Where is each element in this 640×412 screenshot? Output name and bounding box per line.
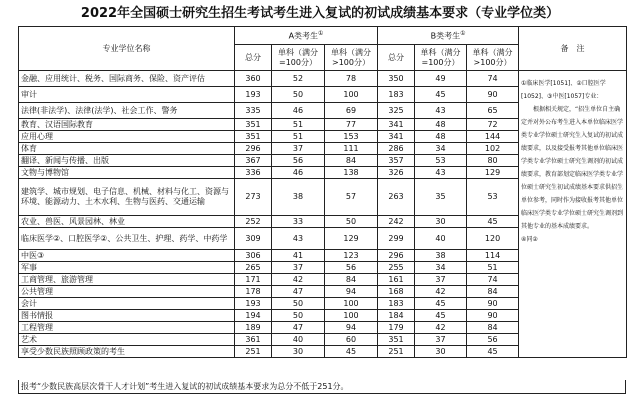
a-total-score: 171 bbox=[235, 274, 272, 286]
a-single-gt100-score: 45 bbox=[325, 346, 378, 358]
a-single-100-score: 51 bbox=[272, 131, 325, 143]
b-single-100-score: 40 bbox=[415, 228, 467, 250]
subject-name: 工商管理、旅游管理 bbox=[19, 274, 235, 286]
a-single-100-score: 50 bbox=[272, 310, 325, 322]
subject-name: 翻译、新闻与传播、出版 bbox=[19, 155, 235, 167]
a-single-gt100-score: 78 bbox=[325, 71, 378, 87]
a-single-100-score: 41 bbox=[272, 250, 325, 262]
table-row bbox=[19, 71, 627, 87]
b-single-100-score: 48 bbox=[415, 131, 467, 143]
a-single-100-score: 47 bbox=[272, 322, 325, 334]
b-total-score: 286 bbox=[378, 143, 415, 155]
b-single-gt100-score: 90 bbox=[467, 310, 519, 322]
a-single-100-score: 37 bbox=[272, 262, 325, 274]
a-total-score: 265 bbox=[235, 262, 272, 274]
subject-header: 专业学位名称 bbox=[19, 27, 235, 71]
b-total-score: 251 bbox=[378, 346, 415, 358]
b-single-gt100-score: 80 bbox=[467, 155, 519, 167]
b-single-gt100-score: 65 bbox=[467, 103, 519, 119]
a-total-score: 309 bbox=[235, 228, 272, 250]
subject-name: 会计 bbox=[19, 298, 235, 310]
a-single-100-score: 30 bbox=[272, 346, 325, 358]
a-single-gt100-score: 100 bbox=[325, 87, 378, 103]
subject-name: 艺术 bbox=[19, 334, 235, 346]
b-single-100-score: 37 bbox=[415, 334, 467, 346]
a-single-100-score: 52 bbox=[272, 71, 325, 87]
b-total-score: 296 bbox=[378, 250, 415, 262]
a-single-gt100-score: 129 bbox=[325, 228, 378, 250]
subject-name: 享受少数民族照顾政策的考生 bbox=[19, 346, 235, 358]
a-single-gt100-score: 57 bbox=[325, 179, 378, 216]
a-single-gt100-score: 153 bbox=[325, 131, 378, 143]
a-single-gt100-score: 94 bbox=[325, 286, 378, 298]
group-a-header: A类考生① bbox=[235, 27, 378, 45]
a-total-score: 193 bbox=[235, 87, 272, 103]
a-total-score: 306 bbox=[235, 250, 272, 262]
a-single-100-score: 50 bbox=[272, 298, 325, 310]
b-total-score: 341 bbox=[378, 119, 415, 131]
a-single-gt100-score: 77 bbox=[325, 119, 378, 131]
remarks-cell bbox=[519, 71, 627, 358]
a-total-score: 361 bbox=[235, 334, 272, 346]
a-single-100-score: 42 bbox=[272, 274, 325, 286]
a-single-100-score: 50 bbox=[272, 87, 325, 103]
a-total-score: 251 bbox=[235, 346, 272, 358]
subject-name: 军事 bbox=[19, 262, 235, 274]
a-single-100-score: 47 bbox=[272, 286, 325, 298]
b-single-100-score: 45 bbox=[415, 87, 467, 103]
a-single-gt100-header: 单科（满分>100分） bbox=[325, 45, 378, 71]
b-single-gt100-score: 72 bbox=[467, 119, 519, 131]
a-single-gt100-score: 123 bbox=[325, 250, 378, 262]
a-single-100-score: 46 bbox=[272, 103, 325, 119]
b-total-score: 183 bbox=[378, 87, 415, 103]
a-single-gt100-score: 69 bbox=[325, 103, 378, 119]
b-single-100-header: 单科（满分=100分） bbox=[415, 45, 467, 71]
subject-name: 法律(非法学)、法律(法学)、社会工作、警务 bbox=[19, 103, 235, 119]
b-total-score: 168 bbox=[378, 286, 415, 298]
subject-name: 建筑学、城市规划、电子信息、机械、材料与化工、资源与环境、能源动力、土木水利、生物与医药、交通运输 bbox=[19, 179, 235, 216]
b-single-100-score: 49 bbox=[415, 71, 467, 87]
a-single-gt100-score: 84 bbox=[325, 155, 378, 167]
a-single-gt100-score: 100 bbox=[325, 298, 378, 310]
a-total-score: 178 bbox=[235, 286, 272, 298]
b-single-gt100-score: 144 bbox=[467, 131, 519, 143]
a-single-100-score: 56 bbox=[272, 155, 325, 167]
a-single-100-score: 40 bbox=[272, 334, 325, 346]
group-b-header: B类考生① bbox=[378, 27, 519, 45]
b-total-score: 184 bbox=[378, 310, 415, 322]
b-single-100-score: 45 bbox=[415, 310, 467, 322]
a-single-gt100-score: 50 bbox=[325, 216, 378, 228]
a-single-gt100-score: 84 bbox=[325, 274, 378, 286]
a-total-score: 351 bbox=[235, 119, 272, 131]
b-single-gt100-score: 45 bbox=[467, 346, 519, 358]
subject-name: 公共管理 bbox=[19, 286, 235, 298]
remark-note: 根据相关规定，“招生单位自主确定并对外公布考生进入本单位临床医学类专业学位硕士研究生入复试的初试成绩要求，以及接受报考其他单位临床医学类专业学位硕士研究生调剂的初试成绩要求，教育部划定临床医学类专业学位硕士研究生初试成绩基本要求供招生单位参考，同时作为接收报考其他单位临床医学类专业学位硕士研究生调剂到其他专业的基本成绩要求。 bbox=[521, 106, 624, 230]
subject-name: 教育、汉语国际教育 bbox=[19, 119, 235, 131]
a-single-gt100-score: 138 bbox=[325, 167, 378, 179]
a-total-score: 367 bbox=[235, 155, 272, 167]
a-total-score: 335 bbox=[235, 103, 272, 119]
header-row-1 bbox=[19, 27, 627, 45]
a-single-gt100-score: 94 bbox=[325, 322, 378, 334]
b-single-100-score: 45 bbox=[415, 298, 467, 310]
b-single-gt100-score: 53 bbox=[467, 179, 519, 216]
b-total-header: 总分 bbox=[378, 45, 415, 71]
b-single-100-score: 30 bbox=[415, 216, 467, 228]
b-single-gt100-score: 120 bbox=[467, 228, 519, 250]
page-title: 2022年全国硕士研究生招生考试考生进入复试的初试成绩基本要求（专业学位类） bbox=[80, 6, 560, 21]
b-single-gt100-score: 74 bbox=[467, 71, 519, 87]
a-single-100-score: 33 bbox=[272, 216, 325, 228]
b-single-100-score: 42 bbox=[415, 286, 467, 298]
b-single-gt100-score: 90 bbox=[467, 298, 519, 310]
b-single-100-score: 30 bbox=[415, 346, 467, 358]
b-single-gt100-score: 74 bbox=[467, 274, 519, 286]
subject-name: 中医③ bbox=[19, 250, 235, 262]
b-total-score: 242 bbox=[378, 216, 415, 228]
subject-name: 应用心理 bbox=[19, 131, 235, 143]
b-total-score: 357 bbox=[378, 155, 415, 167]
subject-name: 金融、应用统计、税务、国际商务、保险、资产评估 bbox=[19, 71, 235, 87]
b-total-score: 325 bbox=[378, 103, 415, 119]
a-single-100-score: 46 bbox=[272, 167, 325, 179]
a-total-score: 336 bbox=[235, 167, 272, 179]
remark-note: ④同② bbox=[521, 236, 538, 243]
subject-name: 临床医学②、口腔医学②、公共卫生、护理、药学、中药学 bbox=[19, 228, 235, 250]
b-total-score: 161 bbox=[378, 274, 415, 286]
a-total-score: 194 bbox=[235, 310, 272, 322]
subject-name: 体育 bbox=[19, 143, 235, 155]
b-total-score: 341 bbox=[378, 131, 415, 143]
b-single-gt100-score: 45 bbox=[467, 216, 519, 228]
a-total-score: 273 bbox=[235, 179, 272, 216]
a-total-header: 总分 bbox=[235, 45, 272, 71]
subject-name: 图书情报 bbox=[19, 310, 235, 322]
b-single-gt100-score: 56 bbox=[467, 334, 519, 346]
subject-name: 审计 bbox=[19, 87, 235, 103]
a-total-score: 252 bbox=[235, 216, 272, 228]
b-single-100-score: 42 bbox=[415, 322, 467, 334]
b-single-100-score: 34 bbox=[415, 143, 467, 155]
b-total-score: 183 bbox=[378, 298, 415, 310]
b-single-gt100-score: 90 bbox=[467, 87, 519, 103]
b-single-gt100-score: 84 bbox=[467, 322, 519, 334]
b-single-gt100-score: 129 bbox=[467, 167, 519, 179]
a-total-score: 296 bbox=[235, 143, 272, 155]
a-single-gt100-score: 111 bbox=[325, 143, 378, 155]
a-total-score: 351 bbox=[235, 131, 272, 143]
b-single-gt100-score: 51 bbox=[467, 262, 519, 274]
b-single-100-score: 43 bbox=[415, 103, 467, 119]
b-single-100-score: 48 bbox=[415, 119, 467, 131]
a-single-gt100-score: 100 bbox=[325, 310, 378, 322]
b-single-100-score: 37 bbox=[415, 274, 467, 286]
remarks-header: 备 注 bbox=[519, 27, 627, 71]
b-single-100-score: 34 bbox=[415, 262, 467, 274]
a-total-score: 360 bbox=[235, 71, 272, 87]
b-total-score: 179 bbox=[378, 322, 415, 334]
a-single-100-score: 51 bbox=[272, 119, 325, 131]
b-total-score: 255 bbox=[378, 262, 415, 274]
b-total-score: 326 bbox=[378, 167, 415, 179]
a-single-100-score: 43 bbox=[272, 228, 325, 250]
subject-name: 农业、兽医、风景园林、林业 bbox=[19, 216, 235, 228]
b-single-gt100-score: 102 bbox=[467, 143, 519, 155]
b-single-100-score: 35 bbox=[415, 179, 467, 216]
b-total-score: 350 bbox=[378, 71, 415, 87]
b-single-gt100-header: 单科（满分>100分） bbox=[467, 45, 519, 71]
a-total-score: 193 bbox=[235, 298, 272, 310]
b-single-100-score: 53 bbox=[415, 155, 467, 167]
a-single-100-score: 37 bbox=[272, 143, 325, 155]
a-single-gt100-score: 60 bbox=[325, 334, 378, 346]
b-single-100-score: 38 bbox=[415, 250, 467, 262]
b-single-gt100-score: 84 bbox=[467, 286, 519, 298]
footer-note: 报考“少数民族高层次骨干人才计划”考生进入复试的初试成绩基本要求为总分不低于251分。 bbox=[18, 380, 626, 394]
b-total-score: 299 bbox=[378, 228, 415, 250]
b-total-score: 263 bbox=[378, 179, 415, 216]
a-single-100-score: 38 bbox=[272, 179, 325, 216]
subject-name: 工程管理 bbox=[19, 322, 235, 334]
b-total-score: 351 bbox=[378, 334, 415, 346]
remark-note: ①临床医学[1051]、②口腔医学[1052]、③中医[1057]专业： bbox=[521, 80, 606, 100]
b-single-gt100-score: 114 bbox=[467, 250, 519, 262]
a-single-100-header: 单科（满分=100分） bbox=[272, 45, 325, 71]
subject-name: 文物与博物馆 bbox=[19, 167, 235, 179]
a-single-gt100-score: 56 bbox=[325, 262, 378, 274]
a-total-score: 189 bbox=[235, 322, 272, 334]
b-single-100-score: 43 bbox=[415, 167, 467, 179]
score-table bbox=[18, 26, 627, 358]
